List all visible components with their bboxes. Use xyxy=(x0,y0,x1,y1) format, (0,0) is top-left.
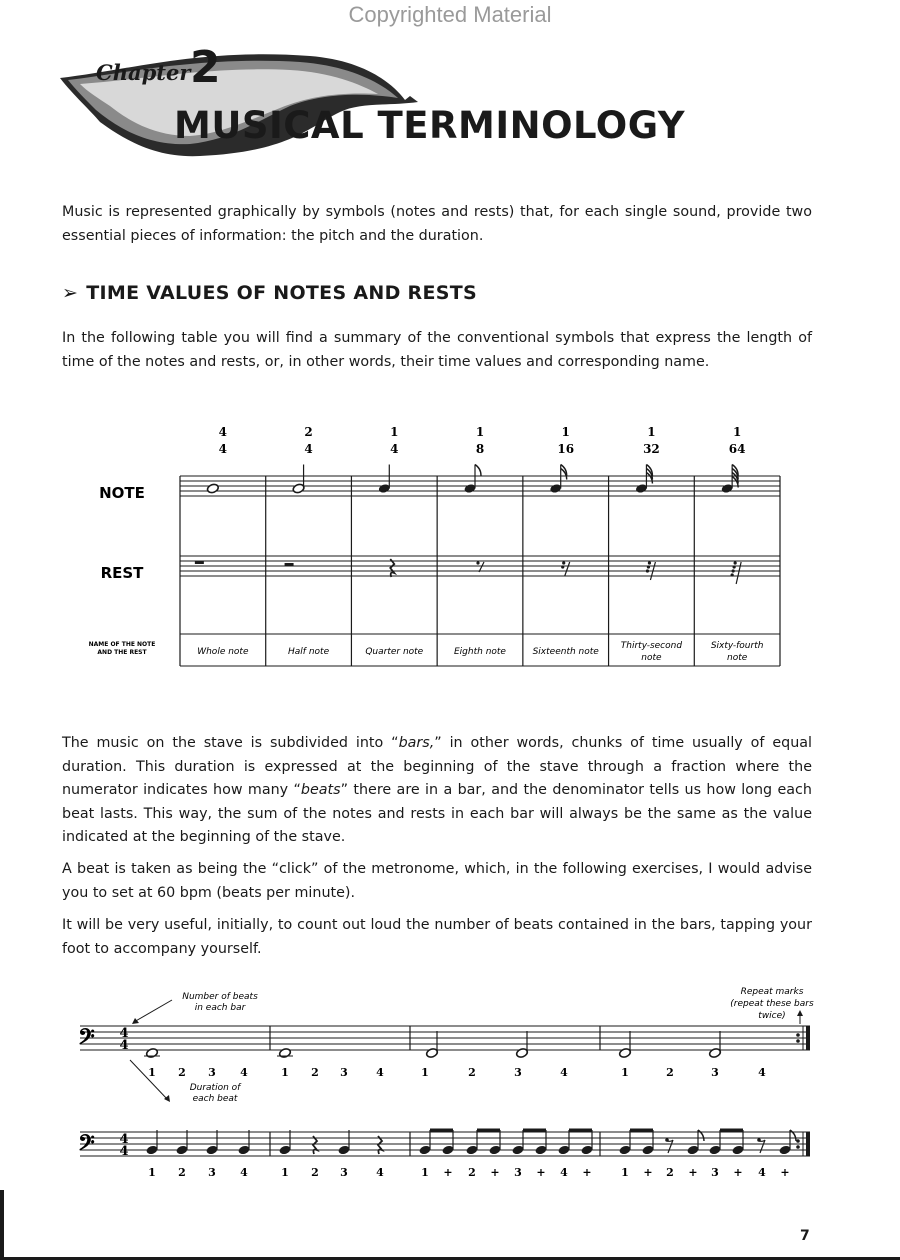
stave2-count: 3 xyxy=(208,1166,216,1179)
fraction-numerator: 1 xyxy=(475,425,485,439)
stave1-count: 4 xyxy=(560,1066,568,1079)
fraction-numerator: 1 xyxy=(732,425,742,439)
chapter-title: MUSICAL TERMINOLOGY xyxy=(174,104,686,147)
stave2-time-numerator: 4 xyxy=(119,1132,129,1147)
rest-stem xyxy=(736,562,741,584)
note-name: Eighth note xyxy=(454,647,506,657)
arrow-head-icon xyxy=(132,1018,139,1024)
fraction-numerator: 1 xyxy=(561,425,570,439)
whole-note xyxy=(146,1048,159,1059)
stave2-count: 4 xyxy=(240,1166,248,1179)
note-name: Half note xyxy=(288,647,330,657)
stave1-count: 1 xyxy=(148,1066,156,1079)
annotation-beats-line1: Number of beats xyxy=(182,992,258,1002)
rest-symbol xyxy=(285,563,294,566)
stave1-count: 3 xyxy=(711,1066,719,1079)
bars-text-2: ” in other words, chunks of time usually of equal duration. This duration is expressed at the beginning of the stave through a fraction where the numerator indicates how many “ xyxy=(62,735,812,798)
eighth-rest xyxy=(667,1140,673,1153)
name-row-label-line2: AND THE REST xyxy=(97,649,147,656)
arrow-icon: ➢ xyxy=(62,282,79,304)
stave2-count: 3 xyxy=(340,1166,348,1179)
stave2-count: 2 xyxy=(666,1166,674,1179)
rest-dot xyxy=(648,561,651,564)
stave1-count: 3 xyxy=(208,1066,216,1079)
intro-paragraph: Music is represented graphically by symbols (notes and rests) that, for each single sound, provide two essential pieces of information: the pitch and the duration. xyxy=(62,204,812,244)
count-paragraph: It will be very useful, initially, to count out loud the number of beats contained in the bars, tapping your foot to accompany yourself. xyxy=(62,917,812,957)
quarter-rest xyxy=(313,1136,317,1154)
stave1-count: 2 xyxy=(468,1066,476,1079)
fraction-numerator: 1 xyxy=(390,425,399,439)
chapter-label: Chapter xyxy=(96,60,191,85)
fraction-denominator: 64 xyxy=(728,442,746,456)
stave1-count: 4 xyxy=(376,1066,384,1079)
annotation-repeat-line1: Repeat marks xyxy=(740,987,804,997)
stave2-count: 3 xyxy=(711,1166,719,1179)
repeat-dot xyxy=(796,1139,800,1143)
stave1-count: 4 xyxy=(758,1066,766,1079)
fraction-denominator: 4 xyxy=(390,442,399,456)
note-row-label: NOTE xyxy=(99,484,145,502)
stave2-count: 2 xyxy=(178,1166,186,1179)
beats-term: beats xyxy=(300,782,341,798)
repeat-dot xyxy=(796,1033,800,1037)
bass-clef-icon: 𝄢 xyxy=(78,1131,95,1161)
stave1-count: 1 xyxy=(421,1066,429,1079)
chapter-number: 2 xyxy=(190,42,221,93)
rest-dot xyxy=(733,565,736,568)
fraction-denominator: 4 xyxy=(218,442,228,456)
stave2-count: + xyxy=(490,1166,500,1179)
note-name: Quarter note xyxy=(365,647,424,657)
stave2-count: + xyxy=(443,1166,453,1179)
note-name-line1: Thirty-second xyxy=(620,641,683,651)
stave2-count: 1 xyxy=(621,1166,629,1179)
rest-symbol xyxy=(195,561,204,564)
bars-paragraph xyxy=(62,732,812,850)
stave1-count: 2 xyxy=(666,1066,674,1079)
fraction-numerator: 2 xyxy=(304,425,313,439)
annotation-repeat-line2: (repeat these bars xyxy=(730,999,814,1009)
note-name-line1: Sixty-fourth xyxy=(710,641,764,651)
stave2-count: + xyxy=(643,1166,653,1179)
page-edge-left xyxy=(0,1190,4,1260)
note-name: Sixteenth note xyxy=(532,647,599,657)
annotation-duration-line2: each beat xyxy=(192,1094,238,1104)
eighth-rest xyxy=(759,1140,765,1153)
copyright-watermark: Copyrighted Material xyxy=(348,2,552,27)
note-head xyxy=(206,483,219,494)
stave2-count: 2 xyxy=(311,1166,319,1179)
rest-dot xyxy=(647,565,650,568)
end-bar-thick xyxy=(806,1132,810,1156)
stave1-time-denominator: 4 xyxy=(119,1038,129,1053)
rest-dot xyxy=(732,569,735,572)
annotation-arrow xyxy=(134,1000,172,1022)
rest-dot xyxy=(731,573,734,576)
stave1-count: 4 xyxy=(240,1066,248,1079)
stave2-count: + xyxy=(780,1166,790,1179)
stave2-count: + xyxy=(688,1166,698,1179)
stave1-count: 2 xyxy=(178,1066,186,1079)
repeat-dot xyxy=(796,1145,800,1149)
bass-clef-icon: 𝄢 xyxy=(78,1025,95,1055)
quarter-rest xyxy=(378,1136,382,1154)
page-number: 7 xyxy=(800,1228,810,1244)
stave2-time-denominator: 4 xyxy=(119,1144,129,1159)
end-bar-thick xyxy=(806,1026,810,1050)
bars-text-3: ” there are in a bar, and the denominator tells us how long each beat lasts. This way, the sum of the notes and rests in each bar will always be the same as the value indicated at the beginning of the stave. xyxy=(62,782,812,845)
stave1-time-numerator: 4 xyxy=(119,1026,129,1041)
stave2-count: 1 xyxy=(148,1166,156,1179)
rest-dot xyxy=(562,561,565,564)
exercise-staves xyxy=(60,980,830,1190)
rest-symbol xyxy=(390,559,394,577)
note-name-line2: note xyxy=(727,653,748,663)
annotation-duration-line1: Duration of xyxy=(189,1083,241,1093)
rest-dot xyxy=(646,569,649,572)
note-flag xyxy=(475,465,481,476)
stave1-count: 3 xyxy=(340,1066,348,1079)
rest-dot xyxy=(561,565,564,568)
note-name: Whole note xyxy=(197,647,249,657)
rest-dot xyxy=(476,561,479,564)
stave2-count: + xyxy=(582,1166,592,1179)
annotation-repeat-line3: twice) xyxy=(758,1011,786,1021)
stave1-count: 3 xyxy=(514,1066,522,1079)
stave1-count: 1 xyxy=(621,1066,629,1079)
stave2-count: 4 xyxy=(560,1166,568,1179)
fraction-denominator: 32 xyxy=(643,442,660,456)
stave1-count: 2 xyxy=(311,1066,319,1079)
annotation-beats-line2: in each bar xyxy=(194,1003,246,1013)
chapter-header xyxy=(60,40,740,170)
stave2-count: 4 xyxy=(376,1166,384,1179)
stave2-count: 4 xyxy=(758,1166,766,1179)
fraction-denominator: 16 xyxy=(557,442,575,456)
stave2-count: 2 xyxy=(468,1166,476,1179)
fraction-numerator: 4 xyxy=(218,425,228,439)
fraction-denominator: 4 xyxy=(304,442,313,456)
fraction-denominator: 8 xyxy=(475,442,485,456)
repeat-dot xyxy=(796,1039,800,1043)
stave2-count: + xyxy=(733,1166,743,1179)
whole-note xyxy=(279,1048,292,1059)
stave2-count: 3 xyxy=(514,1166,522,1179)
stave2-count: 1 xyxy=(281,1166,289,1179)
section-heading xyxy=(62,282,477,304)
section-heading-text: TIME VALUES OF NOTES AND RESTS xyxy=(86,282,477,304)
bars-text-1: The music on the stave is subdivided into “ xyxy=(62,735,399,751)
rest-dot xyxy=(734,561,737,564)
section-intro-paragraph: In the following table you will find a summary of the conventional symbols that express the length of time of the notes and rests, or, in other words, their time values and corresponding name. xyxy=(62,330,812,370)
note-values-table xyxy=(60,420,800,680)
arrow-head-icon xyxy=(797,1010,803,1016)
stave2-count: + xyxy=(536,1166,546,1179)
rest-stem xyxy=(565,562,570,576)
note-name-line2: note xyxy=(641,653,662,663)
fraction-numerator: 1 xyxy=(647,425,656,439)
name-row-label-line1: NAME OF THE NOTE xyxy=(88,641,156,648)
rest-row-label: REST xyxy=(100,564,144,582)
beat-paragraph: A beat is taken as being the “click” of the metronome, which, in the following exercises, I would advise you to set at 60 bpm (beats per minute). xyxy=(62,861,812,901)
bars-term: bars, xyxy=(398,735,435,751)
stave1-count: 1 xyxy=(281,1066,289,1079)
stave2-count: 1 xyxy=(421,1166,429,1179)
